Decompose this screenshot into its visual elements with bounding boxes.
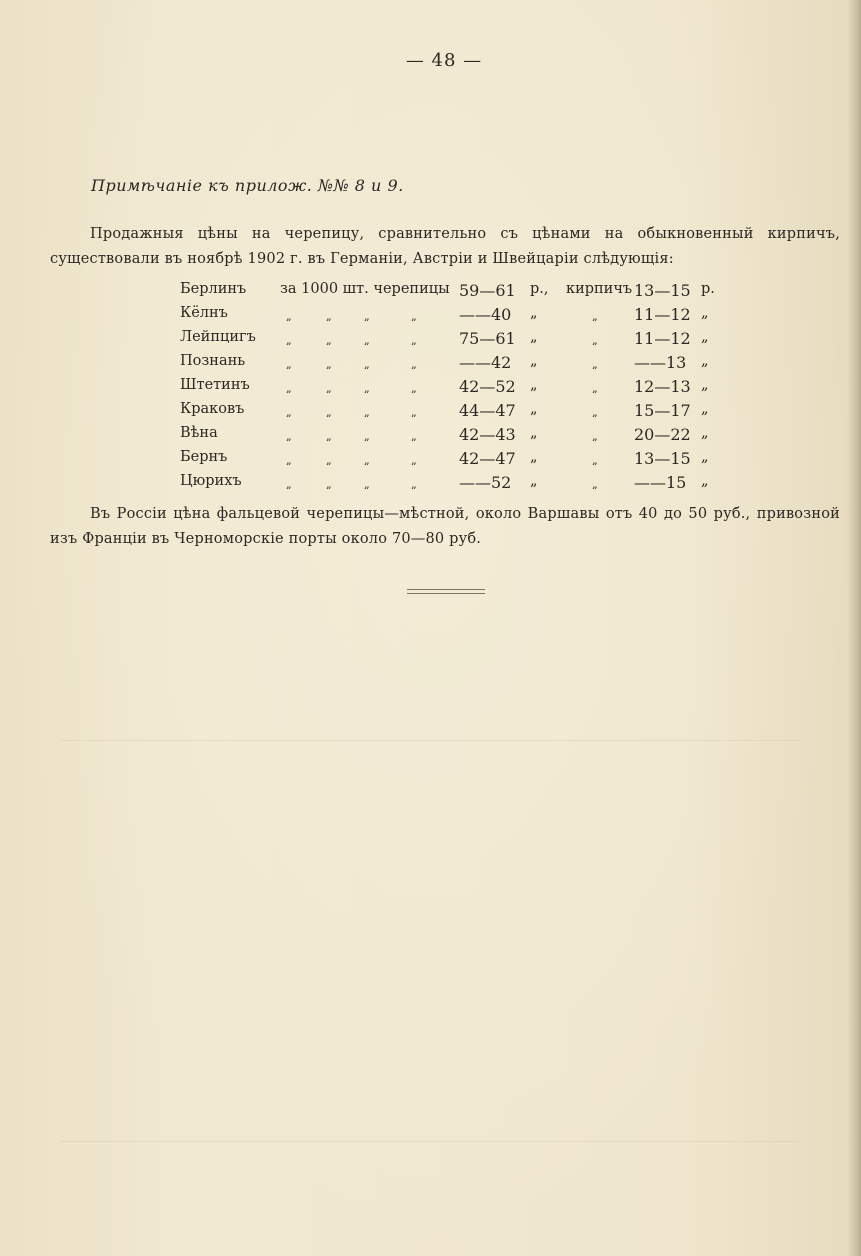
ditto-mark: „ [364, 478, 370, 491]
tile-price-unit: „ [530, 425, 538, 441]
tile-price-unit: „ [530, 401, 538, 417]
price-row [0, 449, 861, 473]
closing-rule [407, 593, 485, 594]
brick-price-unit: „ [701, 305, 709, 321]
brick-price-unit: „ [701, 425, 709, 441]
ditto-mark: „ [326, 454, 332, 467]
price-row [0, 353, 861, 377]
ditto-mark: „ [326, 358, 332, 371]
ditto-mark: „ [326, 406, 332, 419]
price-row [0, 401, 861, 425]
bleed-through [60, 740, 800, 1142]
brick-price: 13—15 [634, 281, 691, 300]
brick-price-unit: „ [701, 449, 709, 465]
brick-price-unit: „ [701, 377, 709, 393]
price-row [0, 377, 861, 401]
brick-price: 11—12 [634, 305, 691, 324]
city-name: Краковъ [180, 401, 245, 417]
tile-price: ——40 [459, 305, 512, 324]
brick-price: 20—22 [634, 425, 691, 444]
ditto-mark: „ [411, 454, 417, 467]
ditto-mark: „ [364, 430, 370, 443]
city-name: Берлинъ [180, 281, 247, 297]
ditto-mark: „ [411, 334, 417, 347]
ditto-mark: „ [411, 478, 417, 491]
ditto-mark: „ [364, 406, 370, 419]
ditto-mark: „ [592, 334, 598, 347]
unit-label: за 1000 шт. черепицы [280, 281, 450, 297]
ditto-mark: „ [286, 382, 292, 395]
ditto-mark: „ [364, 334, 370, 347]
ditto-mark: „ [326, 334, 332, 347]
brick-price: 13—15 [634, 449, 691, 468]
ditto-mark: „ [326, 478, 332, 491]
ditto-mark: „ [286, 478, 292, 491]
ditto-mark: „ [411, 358, 417, 371]
ditto-mark: „ [592, 430, 598, 443]
brick-price: 11—12 [634, 329, 691, 348]
ditto-mark: „ [411, 310, 417, 323]
tile-price-unit: „ [530, 449, 538, 465]
tile-price-unit: „ [530, 353, 538, 369]
ditto-mark: „ [286, 334, 292, 347]
tile-price-unit: „ [530, 377, 538, 393]
ditto-mark: „ [592, 454, 598, 467]
brick-price: 12—13 [634, 377, 691, 396]
brick-price-unit: „ [701, 473, 709, 489]
tile-price: ——42 [459, 353, 512, 372]
russia-paragraph: Въ Россіи цѣна фальцевой черепицы—мѣстной, около Варшавы отъ 40 до 50 руб., привозной изъ Франціи въ Черноморскіе порты около 70—80 руб. [50, 506, 840, 547]
page-edge [847, 0, 861, 1256]
brick-price: 15—17 [634, 401, 691, 420]
price-row [0, 425, 861, 449]
brick-price: ——13 [634, 353, 687, 372]
tile-price: ——52 [459, 473, 512, 492]
price-row [0, 473, 861, 497]
city-name: Познань [180, 353, 246, 369]
note-heading: Примѣчаніе къ прилож. №№ 8 и 9. [91, 176, 404, 195]
closing-rule [407, 589, 485, 590]
ditto-mark: „ [364, 382, 370, 395]
price-row [0, 329, 861, 353]
tile-price: 75—61 [459, 329, 516, 348]
tile-price: 59—61 [459, 281, 516, 300]
tile-price: 42—47 [459, 449, 516, 468]
city-name: Вѣна [180, 425, 218, 441]
ditto-mark: „ [286, 454, 292, 467]
ditto-mark: „ [592, 382, 598, 395]
price-row [0, 281, 861, 305]
tile-price-unit: „ [530, 473, 538, 489]
ditto-mark: „ [326, 310, 332, 323]
city-name: Кёлнъ [180, 305, 228, 321]
city-name: Бернъ [180, 449, 228, 465]
price-list [0, 281, 861, 497]
ditto-mark: „ [592, 310, 598, 323]
page-number: — 48 — [405, 50, 483, 71]
ditto-mark: „ [592, 358, 598, 371]
brick-price: ——15 [634, 473, 687, 492]
brick-label: кирпичъ [566, 281, 633, 297]
brick-price-unit: „ [701, 401, 709, 417]
tile-price: 42—52 [459, 377, 516, 396]
ditto-mark: „ [364, 454, 370, 467]
city-name: Лейпцигъ [180, 329, 256, 345]
ditto-mark: „ [286, 430, 292, 443]
price-row [0, 305, 861, 329]
ditto-mark: „ [411, 406, 417, 419]
ditto-mark: „ [286, 406, 292, 419]
tile-price-unit: „ [530, 329, 538, 345]
ditto-mark: „ [592, 406, 598, 419]
tile-price: 42—43 [459, 425, 516, 444]
brick-price-unit: р. [701, 281, 715, 297]
ditto-mark: „ [286, 310, 292, 323]
ditto-mark: „ [364, 358, 370, 371]
city-name: Цюрихъ [180, 473, 242, 489]
ditto-mark: „ [326, 382, 332, 395]
tile-price: 44—47 [459, 401, 516, 420]
tile-price-unit: р., [530, 281, 549, 297]
ditto-mark: „ [411, 382, 417, 395]
ditto-mark: „ [592, 478, 598, 491]
ditto-mark: „ [326, 430, 332, 443]
brick-price-unit: „ [701, 329, 709, 345]
intro-paragraph: Продажныя цѣны на черепицу, сравнительно съ цѣнами на обыкновенный кирпичъ, существовали въ ноябрѣ 1902 г. въ Германіи, Австріи и Швейцаріи слѣдующія: [50, 226, 840, 267]
tile-price-unit: „ [530, 305, 538, 321]
city-name: Штетинъ [180, 377, 250, 393]
brick-price-unit: „ [701, 353, 709, 369]
ditto-mark: „ [286, 358, 292, 371]
ditto-mark: „ [411, 430, 417, 443]
ditto-mark: „ [364, 310, 370, 323]
